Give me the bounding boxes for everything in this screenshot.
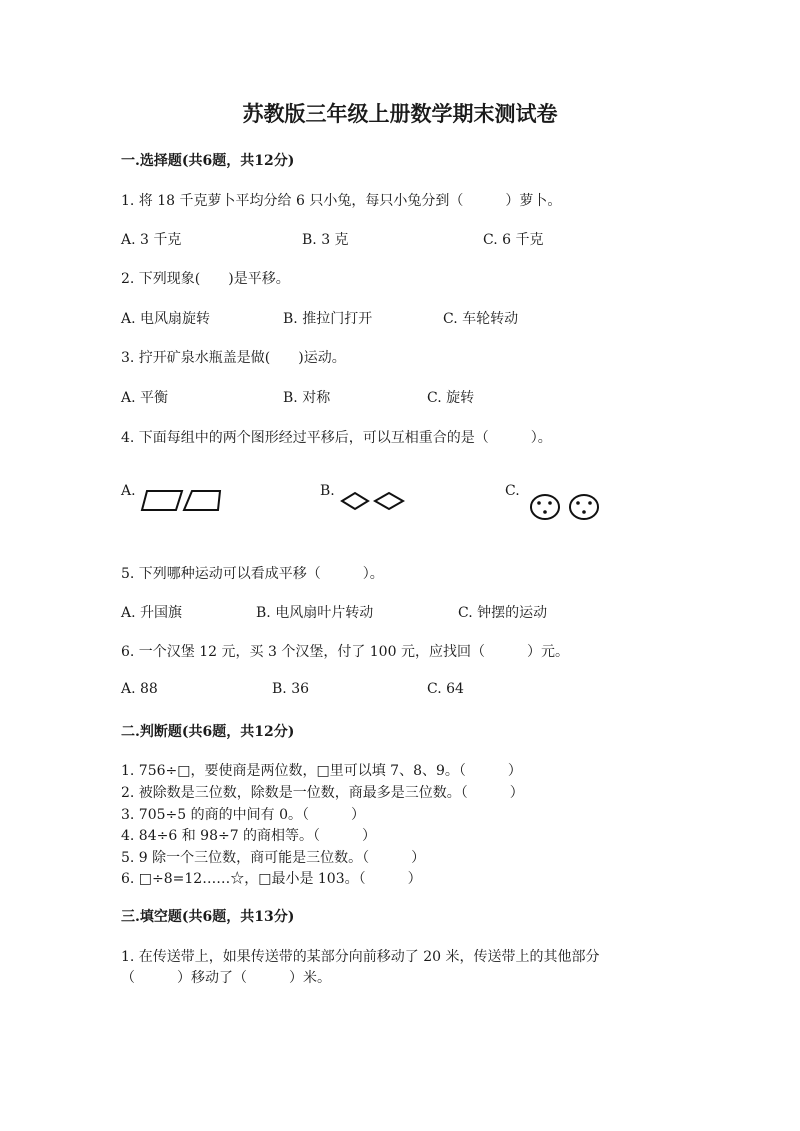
judgement-item: 1. 756÷□，要使商是两位数，□里可以填 7、8、9。（ ） (121, 763, 522, 779)
question-text: 4. 下面每组中的两个图形经过平移后，可以互相重合的是（ ）。 (121, 430, 552, 446)
option-a: A. 3 千克 (121, 232, 182, 248)
parallelogram-pair-figure (140, 487, 225, 513)
question-text: 1. 将 18 千克萝卜平均分给 6 只小兔，每只小兔分到（ ）萝卜。 (121, 193, 562, 209)
question-text: 3. 拧开矿泉水瓶盖是做( )运动。 (121, 350, 346, 366)
section-heading-fill-blank: 三.填空题(共6题，共13分) (121, 909, 295, 925)
option-b: B. 3 克 (302, 232, 349, 248)
option-c: C. (505, 483, 520, 499)
page-title: 苏教版三年级上册数学期末测试卷 (242, 101, 558, 126)
section-heading-judgement: 二.判断题(共6题，共12分) (121, 724, 295, 740)
option-b: B. 推拉门打开 (283, 311, 373, 327)
option-b: B. (320, 483, 335, 499)
option-b: B. 36 (272, 681, 310, 697)
option-b: B. 电风扇叶片转动 (256, 605, 374, 621)
option-c: C. 旋转 (427, 390, 475, 406)
judgement-item: 6. □÷8=12……☆，□最小是 103。（ ） (121, 871, 422, 887)
option-b: B. 对称 (283, 390, 331, 406)
option-c: C. 64 (427, 681, 464, 697)
judgement-item: 3. 705÷5 的商的中间有 0。（ ） (121, 807, 365, 823)
option-c: C. 钟摆的运动 (458, 605, 548, 621)
option-a: A. 电风扇旋转 (121, 311, 211, 327)
option-c: C. 车轮转动 (443, 311, 519, 327)
option-c: C. 6 千克 (483, 232, 544, 248)
option-a: A. 平衡 (121, 390, 169, 406)
option-a: A. 升国旗 (121, 605, 183, 621)
question-text: 6. 一个汉堡 12 元，买 3 个汉堡，付了 100 元，应找回（ ）元。 (121, 644, 569, 660)
question-text: 5. 下列哪种运动可以看成平移（ ）。 (121, 566, 384, 582)
circle-dots-pair-figure (528, 493, 603, 523)
question-text: 1. 在传送带上，如果传送带的某部分向前移动了 20 米，传送带上的其他部分 (121, 949, 600, 965)
question-text-continued: （ ）移动了（ ）米。 (121, 970, 331, 986)
judgement-item: 5. 9 除一个三位数，商可能是三位数。（ ） (121, 850, 426, 866)
option-a: A. 88 (121, 681, 158, 697)
rhombus-pair-figure (339, 490, 409, 512)
option-a: A. (121, 483, 136, 499)
judgement-item: 4. 84÷6 和 98÷7 的商相等。（ ） (121, 828, 377, 844)
section-heading-choice: 一.选择题(共6题，共12分) (121, 153, 295, 169)
question-text: 2. 下列现象( )是平移。 (121, 271, 290, 287)
judgement-item: 2. 被除数是三位数，除数是一位数，商最多是三位数。（ ） (121, 785, 524, 801)
